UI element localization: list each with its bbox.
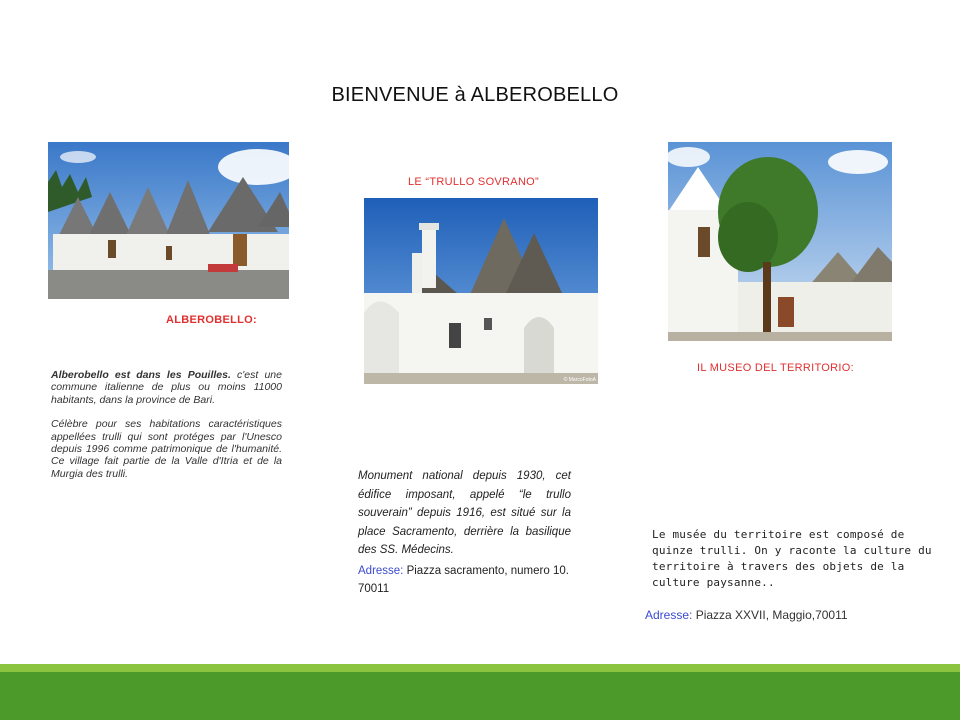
museo-label: IL MUSEO DEL TERRITORIO: <box>697 362 854 374</box>
footer-bar-dark <box>0 672 960 720</box>
trullo-sovrano-description: Monument national depuis 1930, cet édifice imposant, appelé “le trullo souverain” depuis 1916, est situé sur la place Sacramento, derrière la basilique des SS. Médecins. <box>358 470 571 556</box>
address-label: Adresse: <box>645 608 693 622</box>
footer-bar-light <box>0 664 960 672</box>
address-label: Adresse: <box>358 565 404 577</box>
alberobello-description <box>51 369 282 480</box>
address-value: Piazza sacramento, numero 10. 70011 <box>358 565 569 595</box>
alberobello-label: ALBEROBELLO: <box>166 314 257 326</box>
museo-photo <box>668 142 892 341</box>
trullo-sovrano-address <box>358 562 573 598</box>
alberobello-intro-rest: c'est une commune italienne de plus ou moins 11000 habitants, dans la province de Bari. <box>51 369 282 406</box>
photo-credit: © MarcoFotoA <box>563 377 596 383</box>
museo-address <box>645 608 848 622</box>
alberobello-street-photo <box>48 142 289 299</box>
trullo-sovrano-label: LE “TRULLO SOVRANO” <box>408 176 540 188</box>
page-title: BIENVENUE à ALBEROBELLO <box>331 84 619 106</box>
alberobello-intro-bold: Alberobello est dans les Pouilles. <box>51 369 231 381</box>
alberobello-trulli-text: Célèbre pour ses habitations caractéristiques appellées trulli qui sont protéges par l'Unesco depuis 1996 comme patrimonique de l'humanité. Ce village fait partie de la Valle d'Itria et de la Murgia des trulli. <box>51 418 282 480</box>
address-value: Piazza XXVII, Maggio,70011 <box>692 608 848 622</box>
museo-description: Le musée du territoire est composé de quinze trulli. On y raconte la culture du territoire à travers des objets de la culture paysanne.. <box>652 528 932 589</box>
trullo-sovrano-photo <box>364 198 598 384</box>
